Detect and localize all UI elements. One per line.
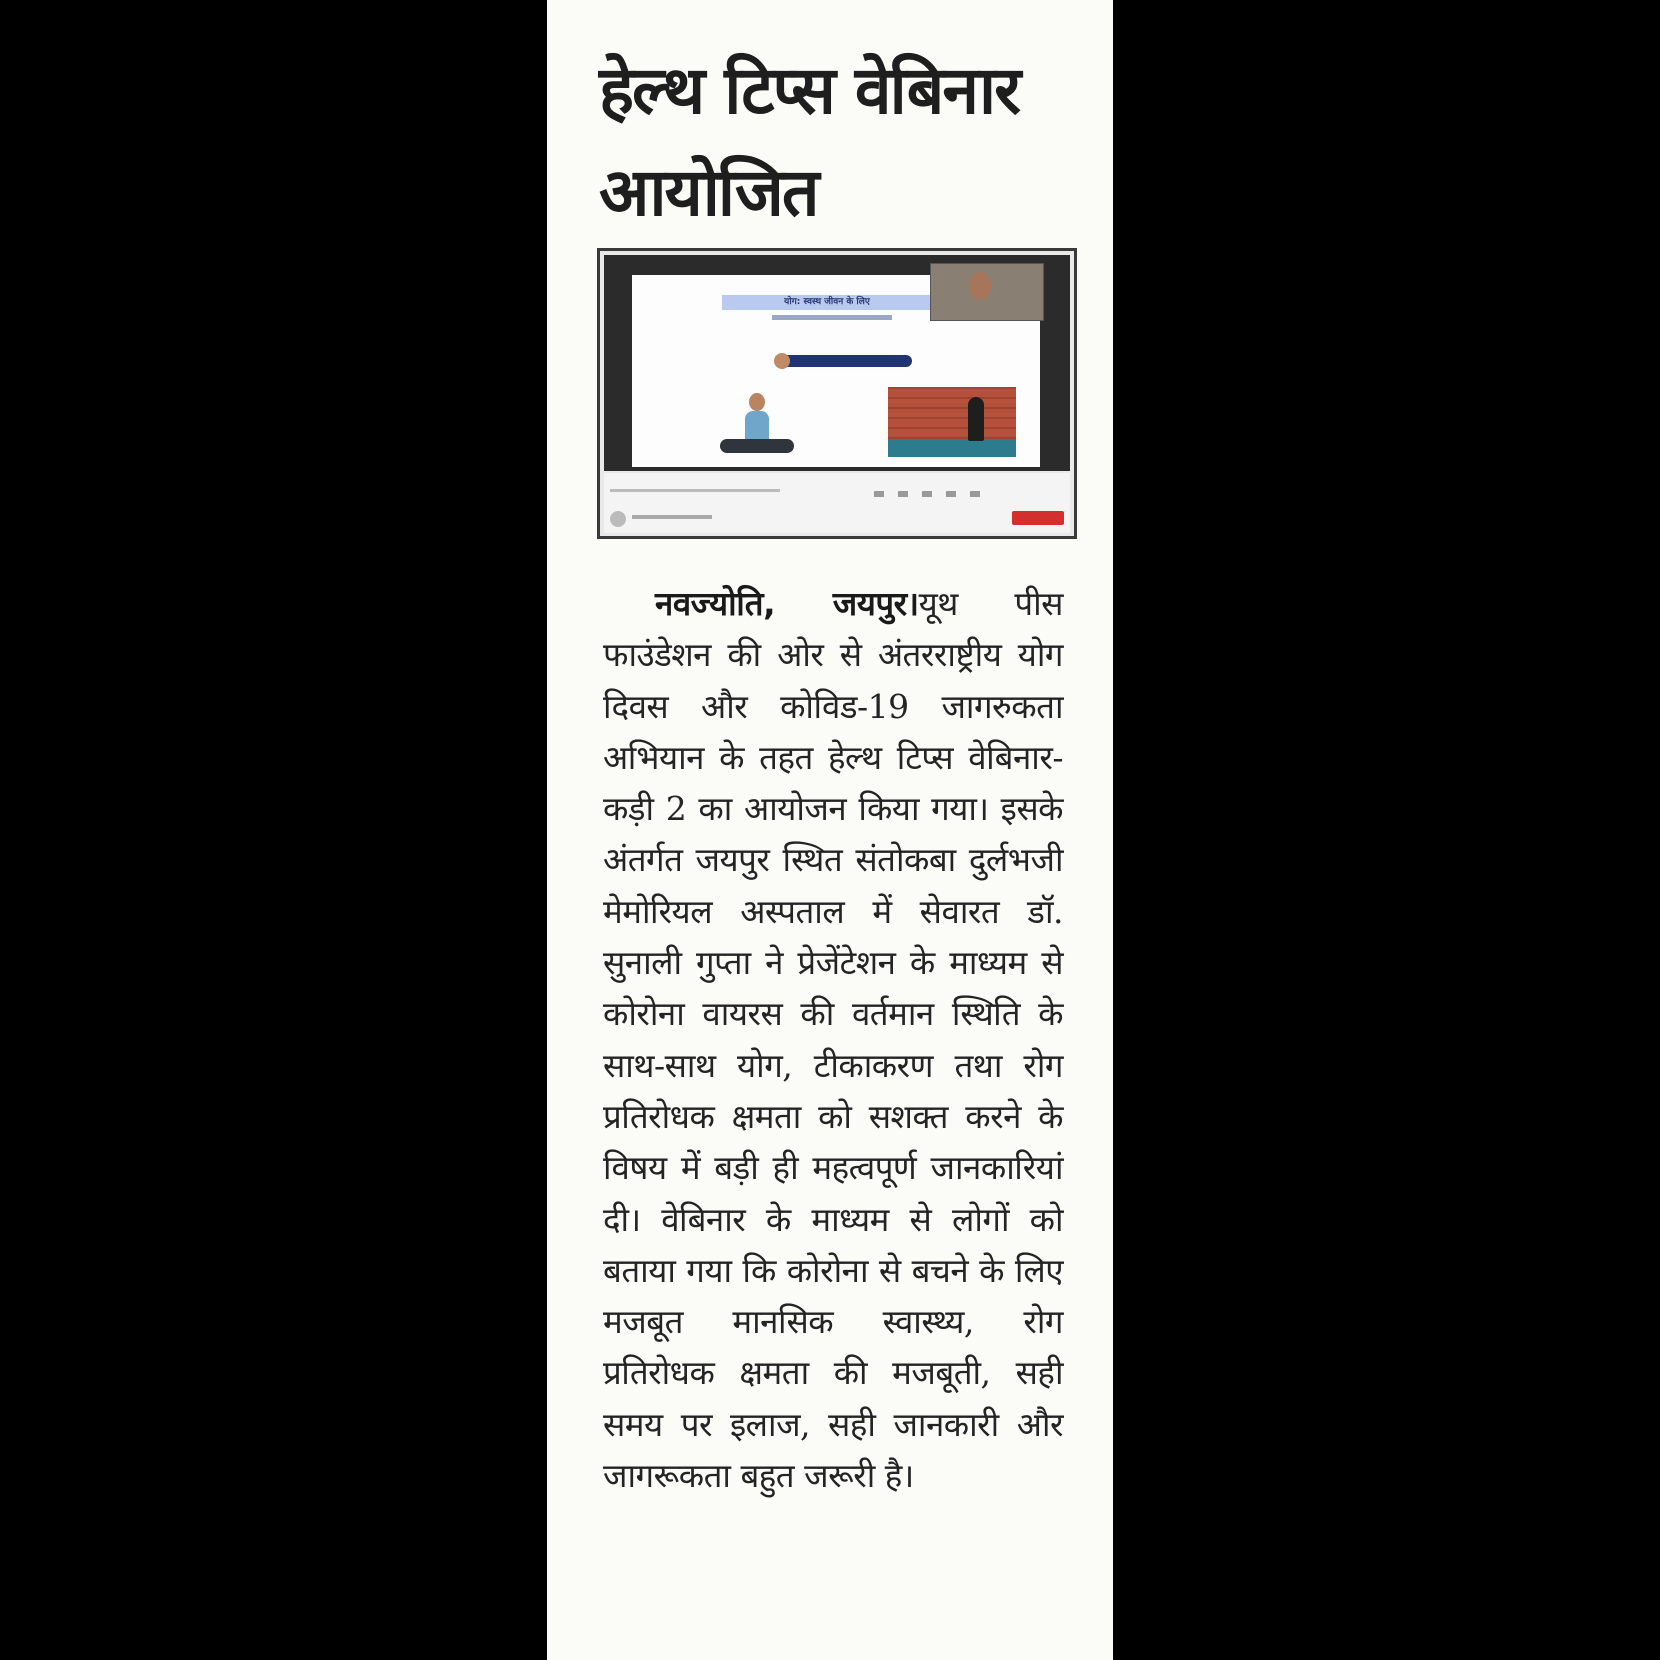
webinar-screenshot-photo [597,248,1077,539]
like-share-icons [874,491,984,497]
video-player [604,255,1070,471]
dateline: नवज्योति, जयपुर। [655,584,919,623]
video-meta-line [610,489,780,492]
figure-legs [720,439,794,453]
figure-head [749,393,765,411]
instructor-photo [888,387,1016,457]
presenter-webcam-thumbnail [930,263,1044,321]
slide-title: योग: स्वस्थ जीवन के लिए [722,295,932,310]
video-info-bar [604,473,1070,533]
newspaper-clipping [547,0,1113,1660]
slide-subtitle-line [772,315,892,320]
meditating-figure [712,393,802,463]
article-body [603,578,1063,1501]
article-text: यूथ पीस फाउंडेशन की ओर से अंतरराष्ट्रीय योग दिवस और कोविड-19 जागरुकता अभियान के तहत हेल्थ टिप्स वेबिनार-कड़ी 2 का आयोजन किया गया। इसके अंतर्गत जयपुर स्थित संतोकबा दुर्लभजी मेमोरियल अस्पताल में सेवारत डॉ. सुनाली गुप्ता ने प्रेजेंटेशन के माध्यम से कोरोना वायरस की वर्तमान स्थिति के साथ-साथ योग, टीकाकरण तथा रोग प्रतिरोधक क्षमता को सशक्त करने के विषय में बड़ी ही महत्वपूर्ण जानकारियां दी। वेबिनार के माध्यम से लोगों को बताया गया कि कोरोना से बचने के लिए मजबूत मानसिक स्वास्थ्य, रोग प्रतिरोधक क्षमता की मजबूती, सही समय पर इलाज, सही जानकारी और जागरूकता बहुत जरूरी है। [603,584,1063,1496]
yoga-mat [888,439,1016,457]
subscribe-button [1012,511,1064,525]
channel-avatar [610,511,626,527]
instructor-figure [968,397,984,441]
figure-torso [745,411,769,441]
headline: हेल्थ टिप्स वेबिनार आयोजित [599,52,1020,231]
lying-pose-figure [782,355,912,367]
channel-name-line [632,515,712,519]
presenter-face [969,272,991,300]
